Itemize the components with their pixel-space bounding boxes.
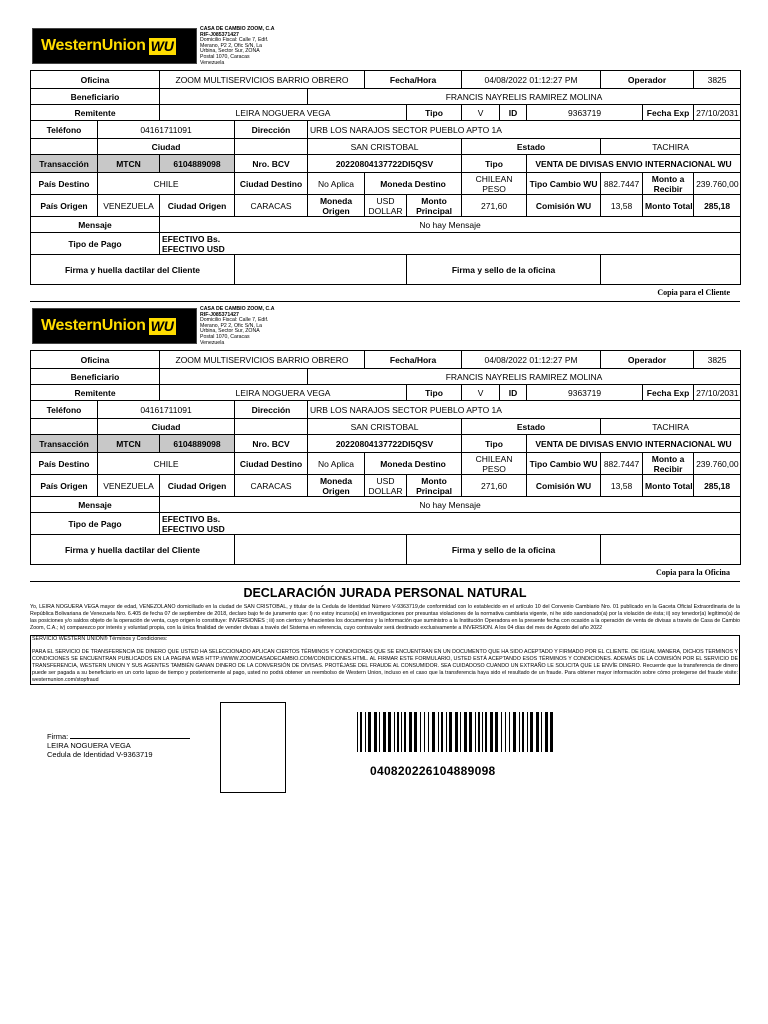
barcode-bar bbox=[536, 712, 539, 752]
barcode-bar bbox=[420, 712, 421, 752]
receipt-copy-cliente bbox=[30, 28, 740, 302]
barcode-bar bbox=[530, 712, 533, 752]
barcode-bar bbox=[424, 712, 425, 752]
barcode-bar bbox=[401, 712, 402, 752]
barcode-bar bbox=[357, 712, 358, 752]
receipt-copy-oficina bbox=[30, 308, 740, 582]
western-union-logo: WesternUnion WU bbox=[32, 28, 197, 64]
barcode-bar bbox=[550, 712, 553, 752]
barcode-bar bbox=[449, 712, 452, 752]
copy-note: Copia para el Cliente bbox=[657, 288, 730, 297]
company-info: CASA DE CAMBIO ZOOM, C.A RIF-J085371427 Domicilio Fiscal: Calle 7, Edif. Merano, P2 2, Ofic S/N, La Urbina, Sector Sur, ZONA Postal 1070, Caracas Venezuela bbox=[200, 306, 275, 346]
barcode-bar bbox=[541, 712, 542, 752]
barcode-bar bbox=[432, 712, 435, 752]
barcode-bar bbox=[478, 712, 480, 752]
barcode-bar bbox=[397, 712, 399, 752]
barcode bbox=[357, 712, 557, 752]
barcode-bar bbox=[501, 712, 502, 752]
declaration-text: Yo, LEIRA NOGUERA VEGA mayor de edad, VENEZOLANO domiciliado en la ciudad de SAN CRISTOBAL, y titular de la Cedula de Identidad Número V-9363719,de conformidad con lo establecido en el artículo 10 del Convenio Cambiario Nro. 01 publicado en la Gaceta Oficial Extraordinaria de la República Bolivariana de Venezuela Nro. 6.405 de fecha 07 de septiembre de 2018, declaro bajo fe de juramento que: i) no estoy incurso(a) en investigaciones por presuntas violaciones de la normativa cambiaria vigente, ni he sido sancionado(a) por la violación de ésta; ii) soy tenedor(a) legítimo(a) de las posiciones y/o saldos objeto de la operación de venta, cuyo origen lo constituye: INVERSIONES ; iii) son ciertos y fehacientes los documentos y la información que suministro a la Institución Operadora en la presente fecha con ocasión a la operación de venta de divisas a través de Casa de Cambio Zoom, C.A.; iv) comparezco por interés y voluntad propia, con la única finalidad de vender divisas a través del Sistema en referencia, cuyo contravalor será destinado exclusivamente a INVERSION. A los 04 días del mes de Agosto del año 2022 bbox=[30, 604, 740, 631]
receipt-header bbox=[30, 28, 740, 70]
transaction-table: Oficina ZOOM MULTISERVICIOS BARRIO OBRERO Fecha/Hora 04/08/2022 01:12:27 PM Operador 3825 Beneficiario FRANCIS NAYRELIS RAMIREZ MOLINA Remitente LEIRA NOGUERA VEGA Tipo V ID 9363719 Fecha Exp 27/10/2031 Teléfono 04161711091 Dirección URB LOS NARAJOS SECTOR PUEBLO APTO 1A Ciudad SAN CRISTOBAL Estado TACHIRA Transacción MTCN 6104889098 Nro. BCV 20220804137722DI5QSV Tipo VENTA DE DIVISAS ENVIO INTERNACIONAL WU País Destino CHILE Ciudad Destino No Aplica Moneda Destino CHILEAN PESO Tipo Cambio WU 882.7447 Monto a Recibir 239.760,00 País Origen VENEZUELA Ciudad Origen CARACAS Moneda Origen USD DOLLAR Monto Principal 271,60 Comisión WU 13,58 Monto Total 285,18 Mensaje No hay Mensaje Tipo de Pago EFECTIVO Bs. EFECTIVO USD Firma y huella dactilar del Cliente Firma y sello de la oficina bbox=[30, 350, 741, 565]
firma-oficina-box bbox=[601, 255, 741, 285]
barcode-bar bbox=[475, 712, 476, 752]
barcode-bar bbox=[360, 712, 362, 752]
barcode-bar bbox=[490, 712, 493, 752]
barcode-bar bbox=[438, 712, 439, 752]
barcode-bar bbox=[545, 712, 548, 752]
barcode-bar bbox=[505, 712, 506, 752]
declaration-section bbox=[30, 578, 740, 685]
firma-oficina-box bbox=[601, 535, 741, 565]
barcode-bar bbox=[394, 712, 395, 752]
receipt-header bbox=[30, 308, 740, 350]
barcode-bar bbox=[509, 712, 510, 752]
terms-box: SERVICIO WESTERN UNION® Términos y Condiciones: PARA EL SERVICIO DE TRANSFERENCIA DE DINERO QUE USTED HA SELECCIONADO APLICAN CIERTOS TÉRMINOS Y CONDICIONES QUE SE ENCUENTRAN EN UN DOCUMENTO QUE HA SIDO ACEPTADO Y FIRMADO POR EL CLIENTE. DE IGUAL MANERA, DICHOS TERMINOS Y CONDICIONES SE ENCUENTRAN PUBLICADOS EN LA PAGINA WEB HTTP://WWW.ZOOMCASADECAMBIO.COM/CONDICIONES.HTML. AL FIRMAR ESTE FORMULARIO, USTED ESTÁ ACEPTANDO ESOS TÉRMINOS Y CONDICIONES. ADEMÁS DE LA COMISIÓN POR EL SERVICIO DE TRANSFERENCIA, WESTERN UNION Y SUS AGENTES TAMBIÉN GANAN DINERO DE LA CONVERSIÓN DE DIVISAS. PROTÉJASE DEL FRAUDE AL CONSUMIDOR. SEA CUIDADOSO CUANDO UN EXTRAÑO LE SOLICITA QUE LE ENVÍE DINERO. Recuerde que la transferencia de dinero puede ser pagada a su beneficiario en un corto lapso de tiempo y posteriormente al pago, usted no podrá obtener un reembolso de Western Union, incluso en el caso que la transferencia haya sido el resultado de un fraude. Para obtener mayor información sobre cómo protegerse del fraude visite: westernunion.com/stopfraud bbox=[32, 636, 738, 683]
western-union-logo: WesternUnion WU bbox=[32, 308, 197, 344]
barcode-bar bbox=[365, 712, 366, 752]
copy-note: Copia para la Oficina bbox=[655, 568, 730, 577]
barcode-bar bbox=[414, 712, 417, 752]
barcode-bar bbox=[482, 712, 483, 752]
divider bbox=[30, 301, 740, 302]
barcode-bar bbox=[379, 712, 380, 752]
firma-cliente-box bbox=[235, 255, 407, 285]
barcode-number: 040820226104889098 bbox=[370, 764, 496, 778]
barcode-bar bbox=[519, 712, 520, 752]
barcode-bar bbox=[374, 712, 377, 752]
barcode-bar bbox=[460, 712, 461, 752]
transaction-table: Oficina ZOOM MULTISERVICIOS BARRIO OBRERO Fecha/Hora 04/08/2022 01:12:27 PM Operador 3825 Beneficiario FRANCIS NAYRELIS RAMIREZ MOLINA Remitente LEIRA NOGUERA VEGA Tipo V ID 9363719 Fecha Exp 27/10/2031 Teléfono 04161711091 Dirección URB LOS NARAJOS SECTOR PUEBLO APTO 1A Ciudad SAN CRISTOBAL Estado TACHIRA Transacción MTCN 6104889098 Nro. BCV 20220804137722DI5QSV Tipo VENTA DE DIVISAS ENVIO INTERNACIONAL WU País Destino CHILE Ciudad Destino No Aplica Moneda Destino CHILEAN PESO Tipo Cambio WU 882.7447 Monto a Recibir 239.760,00 País Origen VENEZUELA Ciudad Origen CARACAS Moneda Origen USD DOLLAR Monto Principal 271,60 Comisión WU 13,58 Monto Total 285,18 Mensaje No hay Mensaje Tipo de Pago EFECTIVO Bs. EFECTIVO USD Firma y huella dactilar del Cliente Firma y sello de la oficina bbox=[30, 70, 741, 285]
barcode-bar bbox=[485, 712, 487, 752]
barcode-bar bbox=[383, 712, 386, 752]
barcode-bar bbox=[464, 712, 467, 752]
barcode-bar bbox=[469, 712, 472, 752]
barcode-bar bbox=[441, 712, 443, 752]
signature-line bbox=[70, 738, 190, 739]
barcode-bar bbox=[522, 712, 524, 752]
barcode-bar bbox=[409, 712, 412, 752]
barcode-bar bbox=[513, 712, 516, 752]
barcode-bar bbox=[404, 712, 406, 752]
barcode-bar bbox=[388, 712, 391, 752]
company-info: CASA DE CAMBIO ZOOM, C.A RIF-J085371427 Domicilio Fiscal: Calle 7, Edif. Merano, P2 2, Ofic S/N, La Urbina, Sector Sur, ZONA Postal 1070, Caracas Venezuela bbox=[200, 26, 275, 66]
barcode-bar bbox=[428, 712, 429, 752]
photo-box bbox=[220, 702, 286, 793]
barcode-bar bbox=[527, 712, 528, 752]
barcode-bar bbox=[446, 712, 447, 752]
signature-block: Firma: LEIRA NOGUERA VEGA Cedula de Identidad V-9363719 bbox=[47, 732, 190, 759]
barcode-bar bbox=[455, 712, 458, 752]
barcode-bar bbox=[368, 712, 371, 752]
barcode-bar bbox=[495, 712, 498, 752]
declaration-title: DECLARACIÓN JURADA PERSONAL NATURAL bbox=[243, 586, 527, 600]
firma-cliente-box bbox=[235, 535, 407, 565]
